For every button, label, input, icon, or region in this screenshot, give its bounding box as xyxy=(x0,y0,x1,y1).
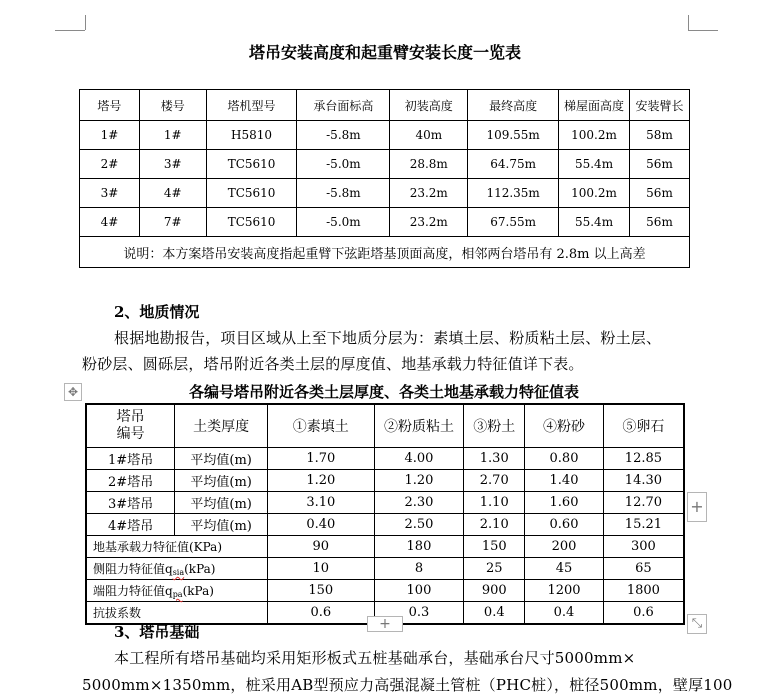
header-cell[interactable]: 初装高度 xyxy=(390,90,468,121)
table-cell[interactable]: -5.0m xyxy=(297,208,390,237)
table-cell[interactable]: 300 xyxy=(603,536,684,558)
table-cell[interactable]: 1# xyxy=(139,121,206,150)
table-cell[interactable]: 0.60 xyxy=(525,514,604,536)
table-cell[interactable]: 55.4m xyxy=(559,150,630,179)
section2-heading: 2、地质情况 xyxy=(114,303,200,321)
header-cell[interactable]: 最终高度 xyxy=(468,90,559,121)
table-cell[interactable]: 1800 xyxy=(603,580,684,602)
header-cell[interactable]: 塔机型号 xyxy=(206,90,297,121)
table-cell[interactable]: -5.8m xyxy=(297,179,390,208)
table-cell[interactable]: 1.20 xyxy=(374,470,464,492)
table-cell[interactable]: TC5610 xyxy=(206,150,297,179)
table-cell[interactable]: 平均值(m) xyxy=(175,470,268,492)
table-cell[interactable]: 67.55m xyxy=(468,208,559,237)
table-cell[interactable]: -5.8m xyxy=(297,121,390,150)
crop-mark-top-right-v xyxy=(688,15,689,30)
header-cell[interactable]: 梯屋面高度 xyxy=(559,90,630,121)
table-cell[interactable]: 3# xyxy=(139,150,206,179)
table-cell[interactable]: 28.8m xyxy=(390,150,468,179)
table-cell[interactable]: 900 xyxy=(464,580,525,602)
tower-height-table xyxy=(79,89,690,268)
header-cell[interactable]: 承台面标高 xyxy=(297,90,390,121)
table-note[interactable]: 说明：本方案塔吊安装高度指起重臂下弦距塔基顶面高度，相邻两台塔吊有 2.8m 以上高差 xyxy=(80,237,690,268)
crop-mark-top-left xyxy=(55,30,85,31)
header-cell[interactable]: ①素填土 xyxy=(268,404,375,448)
bearing-capacity-label[interactable]: 地基承载力特征值(KPa) xyxy=(86,536,268,558)
table-cell[interactable]: TC5610 xyxy=(206,208,297,237)
table2-title: 各编号塔吊附近各类土层厚度、各类土地基承载力特征值表 xyxy=(188,383,579,401)
table-cell[interactable]: 2#塔吊 xyxy=(86,470,175,492)
side-label-unit: (kPa) xyxy=(184,562,216,576)
table-row xyxy=(86,514,684,536)
uplift-coefficient-label[interactable]: 抗拔系数 xyxy=(86,602,268,625)
table-cell[interactable]: 45 xyxy=(525,558,604,580)
section2-paragraph-line1: 根据地勘报告，项目区域从上至下地质分层为：素填土层、粉质粘土层、粉土层、 xyxy=(114,329,662,347)
table-cell[interactable]: 56m xyxy=(630,150,690,179)
table-cell[interactable]: -5.0m xyxy=(297,150,390,179)
soil-layer-table xyxy=(85,403,685,625)
table-row xyxy=(86,492,684,514)
header-cell[interactable]: 安装臂长 xyxy=(630,90,690,121)
table-row xyxy=(86,580,684,602)
table-row xyxy=(80,179,690,208)
table-cell[interactable]: 100.2m xyxy=(559,179,630,208)
table-cell[interactable]: 0.80 xyxy=(525,448,604,470)
table-cell[interactable]: 0.3 xyxy=(374,602,464,625)
table-cell[interactable]: 1.70 xyxy=(268,448,375,470)
table1-title: 塔吊安装高度和起重臂安装长度一览表 xyxy=(248,43,521,62)
table-cell[interactable]: 3#塔吊 xyxy=(86,492,175,514)
table-cell[interactable]: 90 xyxy=(268,536,375,558)
side-resistance-label[interactable] xyxy=(86,558,268,580)
add-column-plus-icon[interactable]: + xyxy=(687,492,707,522)
table-cell[interactable]: 150 xyxy=(268,580,375,602)
table-cell[interactable]: 1.40 xyxy=(525,470,604,492)
table-cell[interactable]: 23.2m xyxy=(390,208,468,237)
table-cell[interactable]: 25 xyxy=(464,558,525,580)
crop-mark-top-right xyxy=(688,30,718,31)
table-cell[interactable]: 1.30 xyxy=(464,448,525,470)
side-label-text: 侧阻力特征值q xyxy=(93,562,173,576)
table-row xyxy=(80,121,690,150)
table-cell[interactable]: 10 xyxy=(268,558,375,580)
table-cell[interactable]: 109.55m xyxy=(468,121,559,150)
table-cell[interactable]: 7# xyxy=(139,208,206,237)
table-cell[interactable]: 2.30 xyxy=(374,492,464,514)
table-cell[interactable]: 3# xyxy=(80,179,140,208)
table-row xyxy=(80,150,690,179)
table-cell[interactable]: 15.21 xyxy=(603,514,684,536)
header-tower-line1: 塔吊 xyxy=(116,409,145,425)
table-row xyxy=(80,208,690,237)
table-cell[interactable]: 0.4 xyxy=(525,602,604,625)
table-cell[interactable]: 2# xyxy=(80,150,140,179)
table-cell[interactable]: H5810 xyxy=(206,121,297,150)
table-cell[interactable]: 0.6 xyxy=(268,602,375,625)
table-cell[interactable]: 1.60 xyxy=(525,492,604,514)
table-note-row xyxy=(80,237,690,268)
table-resize-icon[interactable]: ⤡ xyxy=(687,614,707,634)
section3-heading: 3、塔吊基础 xyxy=(114,623,200,641)
table-cell[interactable]: 55.4m xyxy=(559,208,630,237)
table-row xyxy=(86,448,684,470)
table-cell[interactable]: 64.75m xyxy=(468,150,559,179)
table-cell[interactable]: 100.2m xyxy=(559,121,630,150)
table-cell[interactable]: 1.20 xyxy=(268,470,375,492)
table-cell[interactable]: 0.40 xyxy=(268,514,375,536)
table-cell[interactable]: 56m xyxy=(630,208,690,237)
section2-paragraph-line2: 粉砂层、圆砾层，塔吊附近各类土层的厚度值、地基承载力特征值详下表。 xyxy=(82,355,584,373)
table-cell[interactable]: 200 xyxy=(525,536,604,558)
table-row xyxy=(86,470,684,492)
table-cell[interactable]: 8 xyxy=(374,558,464,580)
table-cell[interactable]: 12.85 xyxy=(603,448,684,470)
table-cell[interactable]: 3.10 xyxy=(268,492,375,514)
table-cell[interactable]: 1.10 xyxy=(464,492,525,514)
header-cell[interactable]: ⑤卵石 xyxy=(603,404,684,448)
table-cell[interactable]: 58m xyxy=(630,121,690,150)
table-cell[interactable]: 2.70 xyxy=(464,470,525,492)
header-cell[interactable]: ③粉土 xyxy=(464,404,525,448)
end-resistance-label[interactable] xyxy=(86,580,268,602)
end-label-text: 端阻力特征值q xyxy=(93,584,173,598)
end-label-unit: (kPa) xyxy=(182,584,214,598)
header-cell[interactable]: 塔号 xyxy=(80,90,140,121)
section3-paragraph-line2: 5000mm×1350mm，桩采用AB型预应力高强混凝土管桩（PHC桩），桩径500mm，壁厚100 xyxy=(82,676,733,694)
table-row xyxy=(86,558,684,580)
table-cell[interactable]: 4# xyxy=(80,208,140,237)
table-cell[interactable]: 4.00 xyxy=(374,448,464,470)
table-cell[interactable]: 1# xyxy=(80,121,140,150)
header-tower-number[interactable] xyxy=(86,404,175,448)
add-row-plus-icon[interactable]: + xyxy=(367,616,403,632)
table-cell[interactable]: 2.10 xyxy=(464,514,525,536)
table-cell[interactable]: 180 xyxy=(374,536,464,558)
header-cell[interactable]: ②粉质粘土 xyxy=(374,404,464,448)
table-cell[interactable]: 150 xyxy=(464,536,525,558)
header-tower-line2: 编号 xyxy=(116,426,145,442)
table-cell[interactable]: 65 xyxy=(603,558,684,580)
end-label-subscript: pa xyxy=(172,590,183,599)
section3-paragraph-line1: 本工程所有塔吊基础均采用矩形板式五桩基础承台，基础承台尺寸5000mm× xyxy=(114,649,636,667)
table-cell[interactable]: 23.2m xyxy=(390,179,468,208)
table-cell[interactable]: TC5610 xyxy=(206,179,297,208)
table-cell[interactable]: 平均值(m) xyxy=(175,514,268,536)
table-cell[interactable]: 12.70 xyxy=(603,492,684,514)
side-label-subscript: sia xyxy=(172,568,185,577)
table-cell[interactable]: 平均值(m) xyxy=(175,448,268,470)
table-cell[interactable]: 2.50 xyxy=(374,514,464,536)
crop-mark-top-left-v xyxy=(85,15,86,30)
table-cell[interactable]: 0.6 xyxy=(603,602,684,625)
table-cell[interactable]: 1200 xyxy=(525,580,604,602)
table-cell[interactable]: 4# xyxy=(139,179,206,208)
table-cell[interactable]: 1#塔吊 xyxy=(86,448,175,470)
header-cell[interactable]: 楼号 xyxy=(139,90,206,121)
table-cell[interactable]: 112.35m xyxy=(468,179,559,208)
table-cell[interactable]: 4#塔吊 xyxy=(86,514,175,536)
table-move-handle-icon[interactable]: ✥ xyxy=(64,383,82,401)
table-cell[interactable]: 100 xyxy=(374,580,464,602)
table-cell[interactable]: 40m xyxy=(390,121,468,150)
table-cell[interactable]: 56m xyxy=(630,179,690,208)
table-cell[interactable]: 14.30 xyxy=(603,470,684,492)
table-cell[interactable]: 0.4 xyxy=(464,602,525,625)
table-header-row xyxy=(80,90,690,121)
table-cell[interactable]: 平均值(m) xyxy=(175,492,268,514)
header-cell[interactable]: ④粉砂 xyxy=(525,404,604,448)
header-cell[interactable]: 土类厚度 xyxy=(175,404,268,448)
table-row xyxy=(86,536,684,558)
table-header-row xyxy=(86,404,684,448)
